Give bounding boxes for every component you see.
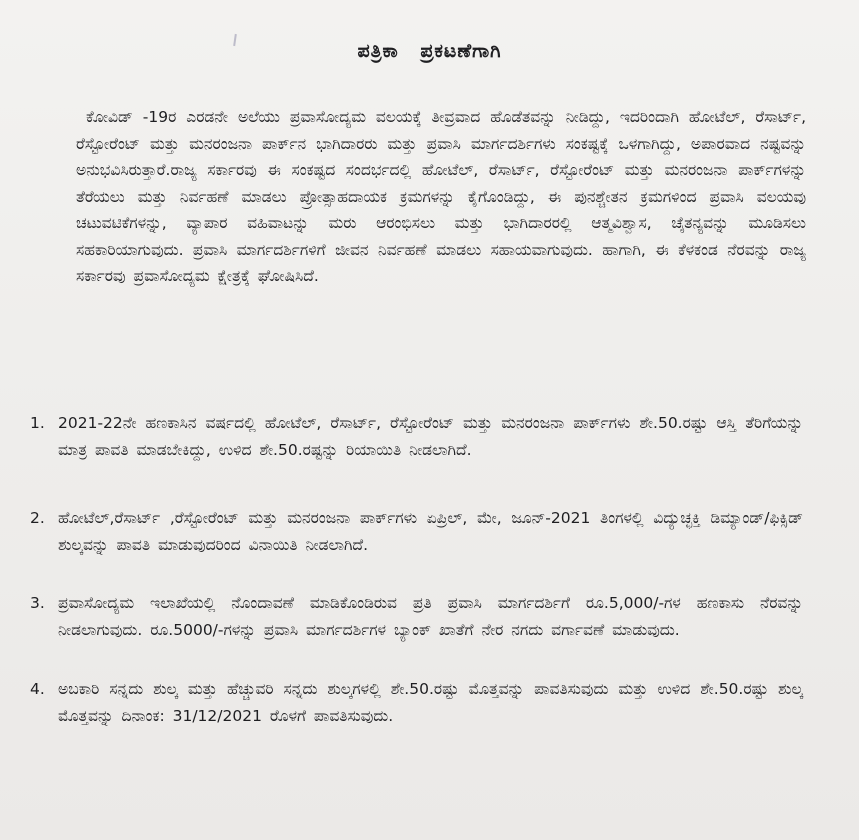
list-item-text: ಹೋಟೆಲ್,ರೆಸಾರ್ಟ್ ,ರೆಸ್ಟೋರೆಂಟ್ ಮತ್ತು ಮನರಂಜನಾ ಪಾರ್ಕ್‌ಗಳು ಏಪ್ರಿಲ್, ಮೇ, ಜೂನ್-2021 ತಿಂಗಳಲ್ಲಿ ವಿದ್ಯುಚ್ಛಕ್ತಿ ಡಿಮ್ಯಾಂಡ್/ಫಿಕ್ಸಿಡ್ ಶುಲ್ಕವನ್ನು ಪಾವತಿ ಮಾಡುವುದರಿಂದ ವಿನಾಯಿತಿ ನೀಡಲಾಗಿದೆ. — [58, 509, 803, 554]
page-title: ಪತ್ರಿಕಾ ಪ್ರಕಟಣೆಗಾಗಿ — [357, 40, 502, 62]
list-item-text: 2021-22ನೇ ಹಣಕಾಸಿನ ವರ್ಷದಲ್ಲಿ ಹೋಟೆಲ್, ರೆಸಾರ್ಟ್, ರೆಸ್ಟೋರೆಂಟ್ ಮತ್ತು ಮನರಂಜನಾ ಪಾರ್ಕ್‌ಗಳು ಶೇ.50.ರಷ್ಟು ಆಸ್ತಿ ತೆರಿಗೆಯನ್ನು ಮಾತ್ರ ಪಾವತಿ ಮಾಡಬೇಕಿದ್ದು, ಉಳಿದ ಶೇ.50.ರಷ್ಟನ್ನು ರಿಯಾಯಿತಿ ನೀಡಲಾಗಿದೆ. — [58, 414, 803, 459]
list-item-number: 4. — [30, 680, 45, 698]
list-item-number: 2. — [30, 509, 45, 527]
intro-paragraph: ಕೋವಿಡ್ -19ರ ಎರಡನೇ ಅಲೆಯು ಪ್ರವಾಸೋದ್ಯಮ ವಲಯಕ್ಕೆ ತೀವ್ರವಾದ ಹೊಡೆತವನ್ನು ನೀಡಿದ್ದು, ಇದರಿಂದಾಗಿ ಹೋಟೆಲ್, ರೆಸಾರ್ಟ್, ರೆಸ್ಟೋರೆಂಟ್ ಮತ್ತು ಮನರಂಜನಾ ಪಾರ್ಕ್‌ನ ಭಾಗಿದಾರರು ಮತ್ತು ಪ್ರವಾಸಿ ಮಾರ್ಗದರ್ಶಿಗಳು ಸಂಕಷ್ಟಕ್ಕೆ ಒಳಗಾಗಿದ್ದು, ಅಪಾರವಾದ ನಷ್ಟವನ್ನು ಅನುಭವಿಸಿರುತ್ತಾರೆ.ರಾಜ್ಯ ಸರ್ಕಾರವು ಈ ಸಂಕಷ್ಟದ ಸಂದರ್ಭದಲ್ಲಿ ಹೋಟೆಲ್, ರೆಸಾರ್ಟ್, ರೆಸ್ಟೋರೆಂಟ್ ಮತ್ತು ಮನರಂಜನಾ ಪಾರ್ಕ್‌ಗಳನ್ನು ತೆರೆಯಲು ಮತ್ತು ನಿರ್ವಹಣೆ ಮಾಡಲು ಪ್ರೋತ್ಸಾಹದಾಯಕ ಕ್ರಮಗಳನ್ನು ಕೈಗೊಂಡಿದ್ದು, ಈ ಪುನಶ್ಚೇತನ ಕ್ರಮಗಳಿಂದ ಪ್ರವಾಸಿ ವಲಯವು ಚಟುವಟಿಕೆಗಳನ್ನು, ವ್ಯಾಪಾರ ವಹಿವಾಟನ್ನು ಮರು ಆರಂಭಿಸಲು ಮತ್ತು ಭಾಗಿದಾರರಲ್ಲಿ ಆತ್ಮವಿಶ್ವಾಸ, ಚೈತನ್ಯವನ್ನು ಮೂಡಿಸಲು ಸಹಕಾರಿಯಾಗುವುದು. ಪ್ರವಾಸಿ ಮಾರ್ಗದರ್ಶಿಗಳಿಗೆ ಜೀವನ ನಿರ್ವಹಣೆ ಮಾಡಲು ಸಹಾಯವಾಗುವುದು. ಹಾಗಾಗಿ, ಈ ಕೆಳಕಂಡ ನೆರವನ್ನು ರಾಜ್ಯ ಸರ್ಕಾರವು ಪ್ರವಾಸೋದ್ಯಮ ಕ್ಷೇತ್ರಕ್ಕೆ ಘೋಷಿಸಿದೆ. — [76, 108, 806, 285]
list-item-text: ಅಬಕಾರಿ ಸನ್ನದು ಶುಲ್ಕ ಮತ್ತು ಹೆಚ್ಚುವರಿ ಸನ್ನದು ಶುಲ್ಕಗಳಲ್ಲಿ ಶೇ.50.ರಷ್ಟು ಮೊತ್ತವನ್ನು ಪಾವತಿಸುವುದು ಮತ್ತು ಉಳಿದ ಶೇ.50.ರಷ್ಟು ಶುಲ್ಕ ಮೊತ್ತವನ್ನು ದಿನಾಂಕ: 31/12/2021 ರೊಳಗೆ ಪಾವತಿಸುವುದು. — [58, 680, 803, 725]
list-item-number: 1. — [30, 414, 45, 432]
list-item-text: ಪ್ರವಾಸೋದ್ಯಮ ಇಲಾಖೆಯಲ್ಲಿ ನೊಂದಾವಣೆ ಮಾಡಿಕೊಂಡಿರುವ ಪ್ರತಿ ಪ್ರವಾಸಿ ಮಾರ್ಗದರ್ಶಿಗೆ ರೂ.5,000/-ಗಳ ಹಣಕಾಸು ನೆರವನ್ನು ನೀಡಲಾಗುವುದು. ರೂ.5000/-ಗಳನ್ನು ಪ್ರವಾಸಿ ಮಾರ್ಗದರ್ಶಿಗಳ ಬ್ಯಾಂಕ್ ಖಾತೆಗೆ ನೇರ ನಗದು ವರ್ಗಾವಣೆ ಮಾಡುವುದು. — [58, 594, 803, 639]
list-item-number: 3. — [30, 594, 45, 612]
